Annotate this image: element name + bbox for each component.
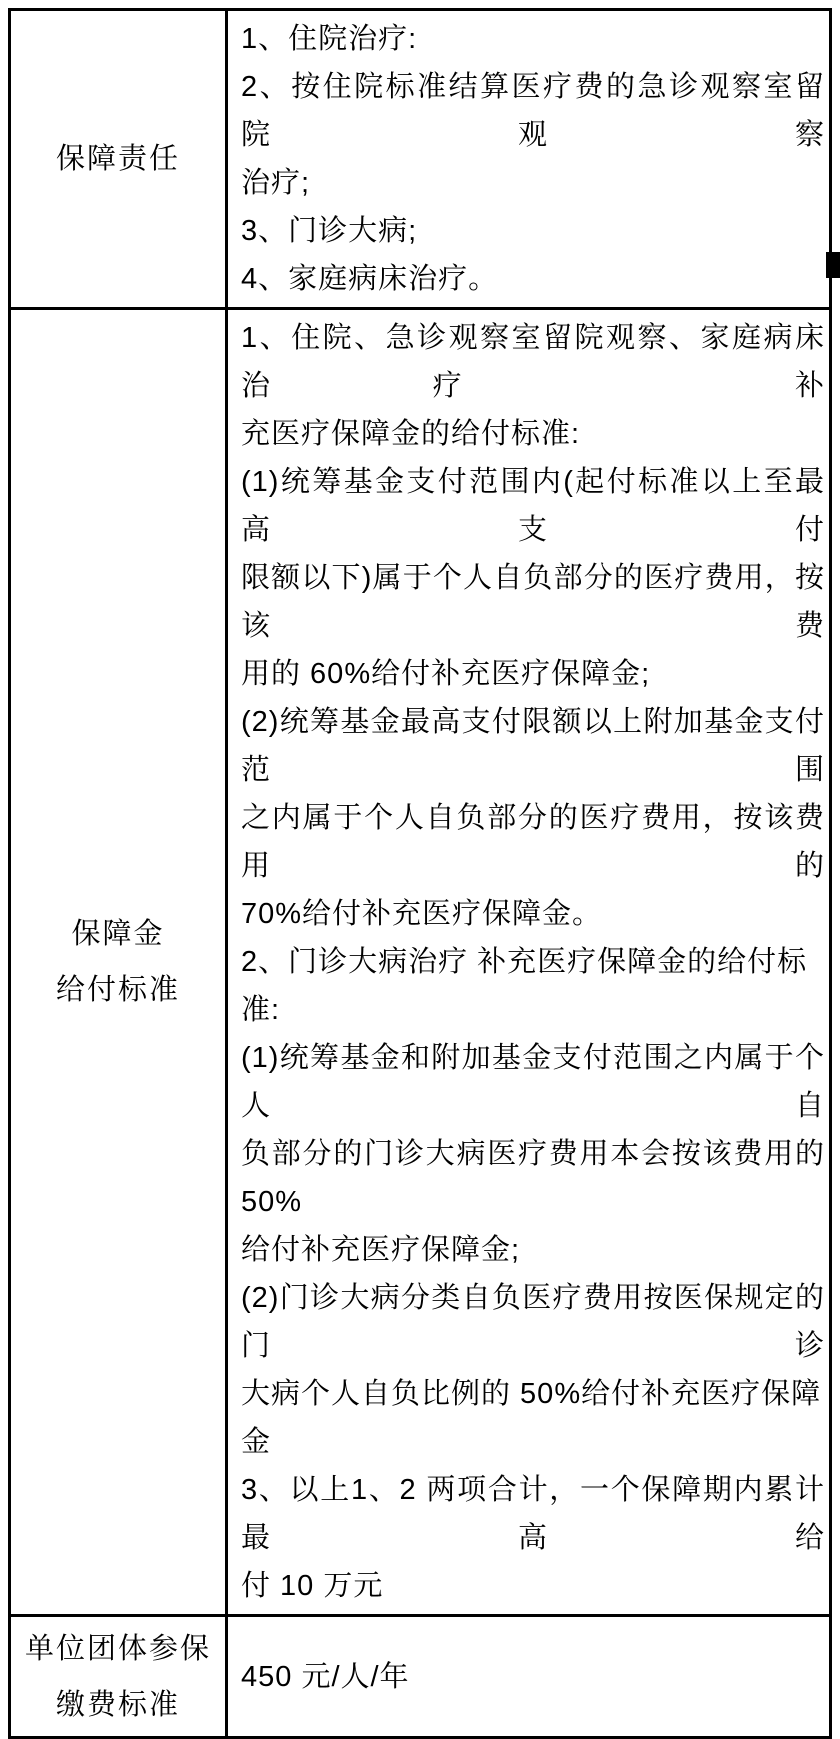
row-header-cell	[10, 309, 227, 1616]
content-line: (1)统筹基金支付范围内(起付标准以上至最高支付	[241, 466, 825, 546]
content-line: 3、以上1、2 两项合计，一个保障期内累计最高给	[241, 1474, 825, 1554]
content-line: 2、门诊大病治疗 补充医疗保障金的给付标准:	[241, 946, 808, 1026]
content-line: 2、按住院标准结算医疗费的急诊观察室留院观察	[241, 71, 825, 151]
content-line: 用的 60%给付补充医疗保障金;	[241, 658, 651, 690]
policy-table-body	[10, 10, 831, 1738]
row-header-cell	[10, 10, 227, 309]
row-header-text: 保障金	[71, 918, 165, 950]
content-line: (2)统筹基金最高支付限额以上附加基金支付范围	[241, 706, 825, 786]
content-line: 之内属于个人自负部分的医疗费用，按该费用的	[241, 802, 825, 882]
row-header-text: 缴费标准	[55, 1688, 180, 1721]
content-line: 限额以下)属于个人自负部分的医疗费用，按该费	[241, 562, 825, 642]
content-line: 4、家庭病床治疗。	[241, 263, 499, 295]
content-line: 付 10 万元	[241, 1570, 384, 1602]
table-row	[10, 10, 831, 309]
row-content-cell	[227, 1616, 831, 1738]
content-line: (2)门诊大病分类自负医疗费用按医保规定的门诊	[241, 1282, 825, 1362]
scan-artifact	[826, 252, 840, 278]
row-header-text: 给付标准	[55, 974, 180, 1006]
content-line: 充医疗保障金的给付标准:	[241, 418, 581, 450]
row-header-cell	[10, 1616, 227, 1738]
content-line: 1、住院治疗:	[241, 23, 418, 55]
content-line: 1、住院、急诊观察室留院观察、家庭病床治疗 补	[241, 322, 825, 402]
content-line: 3、门诊大病;	[241, 215, 418, 247]
content-line: 负部分的门诊大病医疗费用本会按该费用的 50%	[241, 1138, 825, 1218]
content-line: 给付补充医疗保障金;	[241, 1234, 521, 1266]
content-line: 治疗;	[241, 167, 311, 199]
table-row	[10, 1616, 831, 1738]
policy-table	[8, 8, 832, 1739]
content-line: 450 元/人/年	[241, 1660, 410, 1693]
content-line: (1)统筹基金和附加基金支付范围之内属于个人自	[241, 1042, 825, 1122]
content-line: 大病个人自负比例的 50%给付补充医疗保障金	[241, 1378, 822, 1458]
content-line: 70%给付补充医疗保障金。	[241, 898, 603, 930]
row-content-cell	[227, 10, 831, 309]
row-content-cell	[227, 309, 831, 1616]
row-header-text: 单位团体参保	[24, 1632, 211, 1665]
table-row	[10, 309, 831, 1616]
row-header-text: 保障责任	[55, 143, 180, 175]
